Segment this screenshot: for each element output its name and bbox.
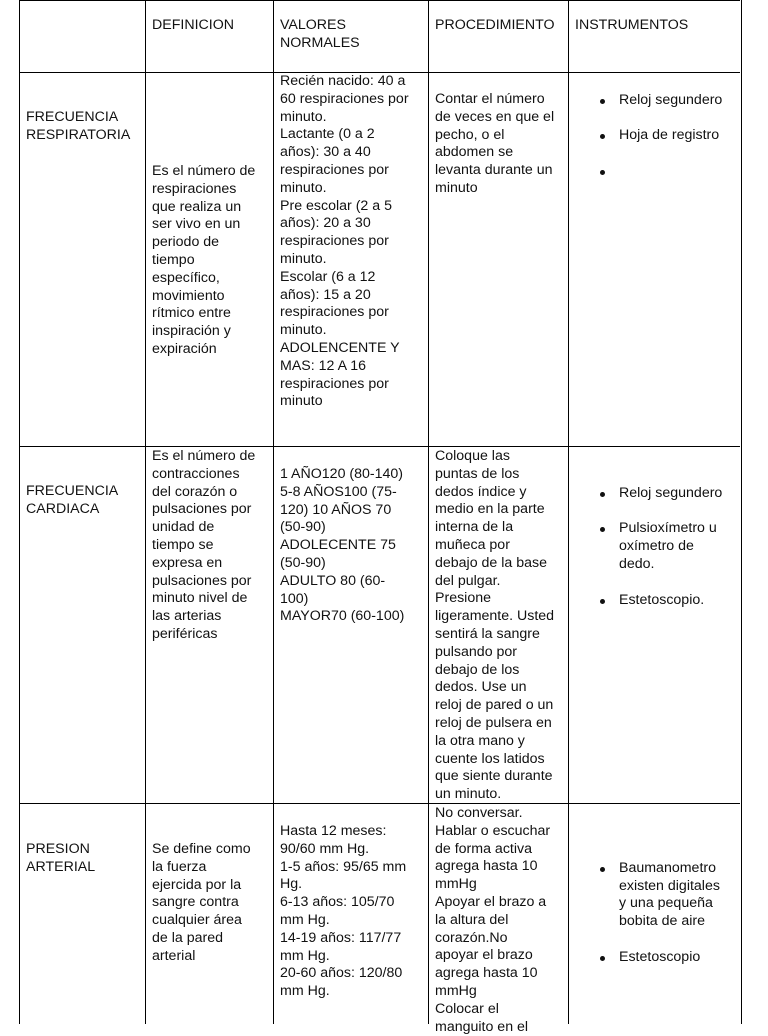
definicion-presion-arterial: Se define como la fuerza ejercida por la sangre contra cualquier área de la pared arterial	[152, 841, 251, 964]
column-divider	[568, 0, 569, 1024]
column-divider	[273, 0, 274, 1024]
procedimiento-presion-arterial: No conversar. Hablar o escuchar de forma activa agrega hasta 10 mmHg Apoyar el brazo a la altura del corazón.No apoyar el brazo agrega hasta 10 mmHg Colocar el manguito en el	[435, 805, 551, 1035]
instrumentos-list	[595, 467, 737, 627]
header-procedimiento: PROCEDIMIENTO	[435, 17, 555, 33]
list-item: Estetoscopio	[595, 949, 737, 967]
list-item: Estetoscopio.	[595, 592, 737, 610]
instrumentos-list	[595, 842, 737, 984]
instrumentos-list	[595, 74, 737, 199]
table-border-top	[19, 0, 740, 1]
definicion-frecuencia-respiratoria: Es el número de respiraciones que realiza un ser vivo en un periodo de tiempo específico, movimiento rítmico entre inspiración y expiración	[152, 163, 256, 357]
list-item: Pulsioxímetro u oxímetro de dedo.	[595, 520, 737, 573]
procedimiento-frecuencia-respiratoria: Contar el número de veces en que el pecho, o el abdomen se levanta durante un minuto	[435, 91, 555, 196]
row-divider	[19, 803, 740, 804]
row-name-frecuencia-respiratoria: FRECUENCIA RESPIRATORIA	[26, 109, 131, 143]
list-item: Reloj segundero	[595, 485, 737, 503]
list-item: Baumanometro existen digitales y una pequeña bobita de aire	[595, 860, 737, 931]
procedimiento-frecuencia-cardiaca: Coloque las puntas de los dedos índice y medio en la parte interna de la muñeca por debajo de la base del pulgar. Presione ligeramente. Usted sentirá la sangre pulsando por debajo de los dedos. Use un reloj de pared o un reloj de pulsera en la otra mano y cuente los latidos que siente durante un minuto.	[435, 448, 555, 803]
valores-frecuencia-respiratoria: Recién nacido: 40 a 60 respiraciones por minuto. Lactante (0 a 2 años): 30 a 40 respiraciones por minuto. Pre escolar (2 a 5 años): 20 a 30 respiraciones por minuto. Escolar (6 a 12 años): 15 a 20 respiraciones por minuto. ADOLENCENTE Y MAS: 12 A 16 respiraciones por minuto	[280, 73, 409, 410]
valores-frecuencia-cardiaca: 1 AÑO120 (80-140) 5-8 AÑOS100 (75- 120) 10 AÑOS 70 (50-90) ADOLECENTE 75 (50-90) ADULTO 80 (60- 100) MAYOR70 (60-100)	[280, 466, 405, 625]
row-divider	[19, 446, 740, 447]
header-instrumentos: INSTRUMENTOS	[575, 17, 689, 33]
list-item	[595, 163, 737, 181]
header-valores-normales: VALORES NORMALES	[280, 17, 360, 51]
valores-presion-arterial: Hasta 12 meses: 90/60 mm Hg. 1-5 años: 95/65 mm Hg. 6-13 años: 105/70 mm Hg. 14-19 años: 117/77 mm Hg. 20-60 años: 120/80 mm Hg.	[280, 823, 407, 1000]
row-name-presion-arterial: PRESION ARTERIAL	[26, 841, 96, 875]
definicion-frecuencia-cardiaca: Es el número de contracciones del corazón o pulsaciones por unidad de tiempo se expresa en pulsaciones por minuto nivel de las arterias periféricas	[152, 448, 256, 642]
list-item: Hoja de registro	[595, 127, 737, 145]
header-definicion: DEFINICION	[152, 17, 234, 33]
column-divider	[145, 0, 146, 1024]
row-name-frecuencia-cardiaca: FRECUENCIA CARDIACA	[26, 483, 119, 517]
column-divider	[428, 0, 429, 1024]
list-item: Reloj segundero	[595, 92, 737, 110]
